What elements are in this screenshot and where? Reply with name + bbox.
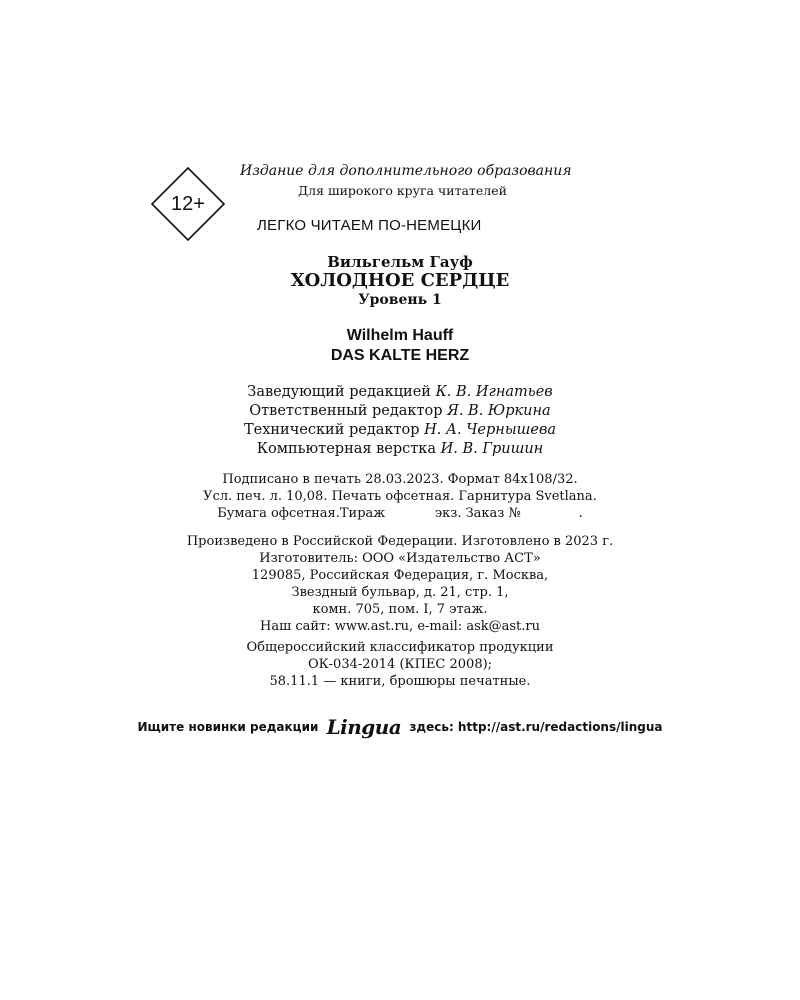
print-info-line: Усл. печ. л. 10,08. Печать офсетная. Гарнитура Svetlana. [203,489,597,504]
staff-name: Я. В. Юркина [447,403,551,419]
level-label: Уровень 1 [358,292,442,308]
author-german: Wilhelm Hauff [346,327,454,344]
staff-role: Заведующий редакцией [247,384,431,400]
manufacturer-line: Звездный бульвар, д. 21, стр. 1, [291,585,509,600]
staff-role: Технический редактор [243,422,420,438]
manufacturer-line: Произведено в Российской Федерации. Изготовлено в 2023 г. [186,534,614,549]
print-info-line: Подписано в печать 28.03.2023. Формат 84x108/32. [222,472,578,487]
audience-note: Для широкого круга читателей [298,183,507,198]
staff-role: Компьютерная верстка [256,441,437,457]
print-info-line: Бумага офсетная.Тираж экз. Заказ № . [217,506,583,521]
staff-line [0,422,800,438]
staff-name: К. В. Игнатьев [435,384,553,400]
staff-line [0,384,800,400]
classifier-line: Общероссийский классификатор продукции [246,640,554,655]
staff-role: Ответственный редактор [249,403,443,419]
staff-line [0,403,800,419]
staff-name: Н. А. Чернышева [424,422,557,438]
classifier-line: ОК-034-2014 (КПЕС 2008); [307,657,493,672]
footer-link[interactable]: здесь: http://ast.ru/redactions/lingua [409,720,663,734]
age-rating-label: 12+ [171,192,205,215]
edition-type: Издание для дополнительного образования [240,163,572,179]
manufacturer-line: Изготовитель: ООО «Издательство АСТ» [259,551,541,566]
manufacturer-line: Наш сайт: www.ast.ru, e-mail: ask@ast.ru [260,619,540,634]
age-rating-badge [150,166,226,242]
staff-name: И. В. Гришин [440,441,544,457]
manufacturer-line: комн. 705, пом. I, 7 этаж. [312,602,488,617]
footer-prefix: Ищите новинки редакции [137,720,319,734]
classifier-line: 58.11.1 — книги, брошюры печатные. [269,674,531,689]
manufacturer-line: 129085, Российская Федерация, г. Москва, [251,568,549,583]
author-russian: Вильгельм Гауф [327,253,473,271]
lingua-logo: Lingua [326,715,402,739]
title-russian: ХОЛОДНОЕ СЕРДЦЕ [290,270,510,291]
publisher-footer [0,715,800,739]
series-title: ЛЕГКО ЧИТАЕМ ПО-НЕМЕЦКИ [257,217,482,234]
title-german: DAS KALTE HERZ [330,347,470,364]
staff-line [0,441,800,457]
